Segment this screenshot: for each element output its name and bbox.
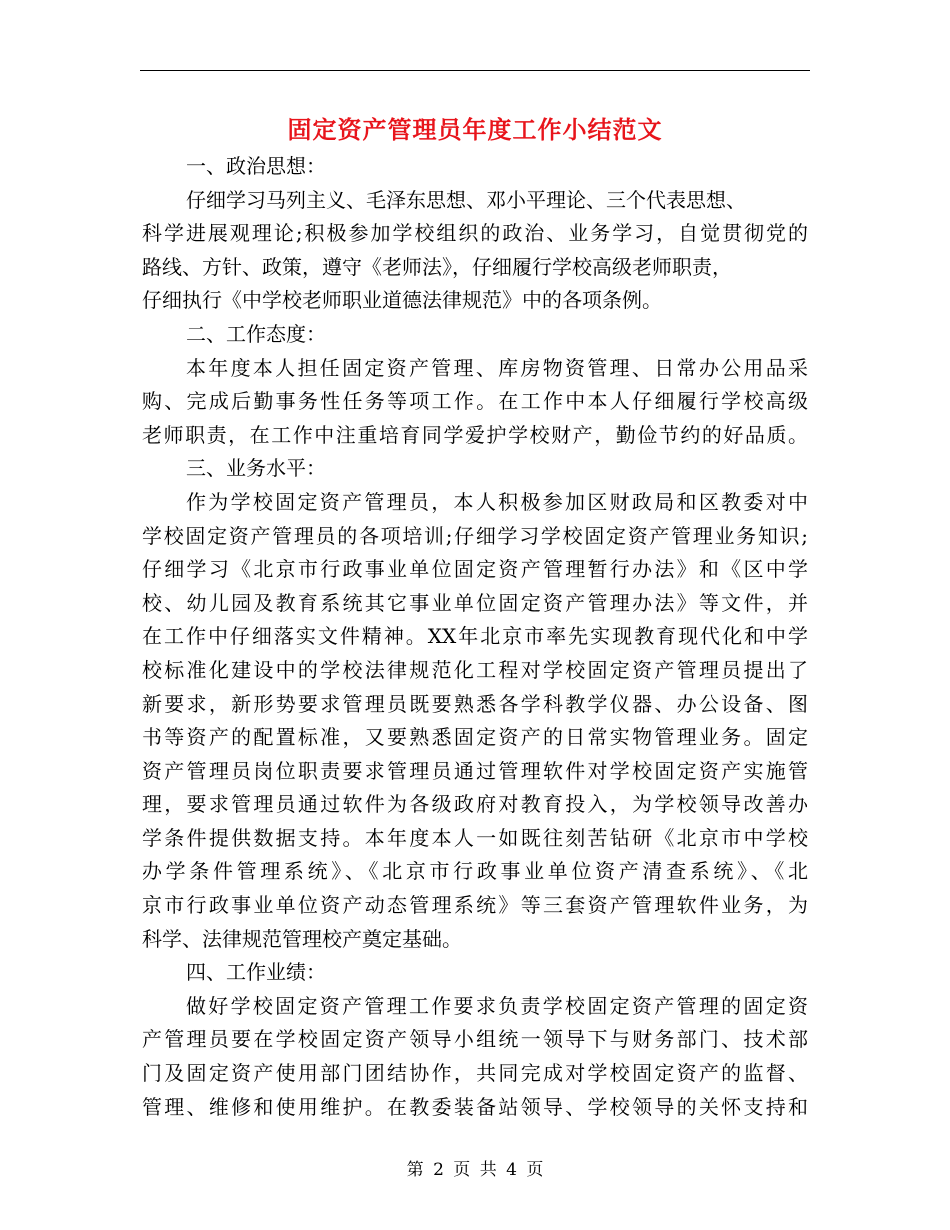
document-body — [142, 150, 808, 1124]
body-line: 资产管理员岗位职责要求管理员通过管理软件对学校固定资产实施管 — [142, 758, 808, 783]
body-line: 购、完成后勤事务性任务等项工作。在工作中本人仔细履行学校高级 — [142, 389, 808, 414]
body-line: 在工作中仔细落实文件精神。XX年北京市率先实现教育现代化和中学 — [142, 624, 808, 649]
body-line: 四、工作业绩： — [186, 960, 326, 985]
body-line: 科学进展观理论;积极参加学校组织的政治、业务学习，自觉贯彻党的 — [142, 221, 808, 246]
body-line: 仔细学习马列主义、毛泽东思想、邓小平理论、三个代表思想、 — [186, 187, 746, 212]
body-line: 校、幼儿园及教育系统其它事业单位固定资产管理办法》等文件，并 — [142, 590, 808, 615]
body-line: 京市行政事业单位资产动态管理系统》等三套资产管理软件业务，为 — [142, 893, 808, 918]
body-line: 学条件提供数据支持。本年度本人一如既往刻苦钻研《北京市中学校 — [142, 825, 808, 850]
body-line: 仔细学习《北京市行政事业单位固定资产管理暂行办法》和《区中学 — [142, 557, 808, 582]
body-line: 产管理员要在学校固定资产领导小组统一领导下与财务部门、技术部 — [142, 1027, 808, 1052]
body-line: 校标准化建设中的学校法律规范化工程对学校固定资产管理员提出了 — [142, 657, 808, 682]
body-line: 作为学校固定资产管理员，本人积极参加区财政局和区教委对中 — [186, 489, 808, 514]
body-line: 科学、法律规范管理校产奠定基础。 — [142, 926, 462, 951]
body-line: 管理、维修和使用维护。在教委装备站领导、学校领导的关怀支持和 — [142, 1094, 808, 1119]
body-line: 二、工作态度： — [186, 321, 326, 346]
body-line: 三、业务水平： — [186, 456, 326, 481]
body-line: 新要求，新形势要求管理员既要熟悉各学科教学仪器、办公设备、图 — [142, 691, 808, 716]
body-line: 办学条件管理系统》、《北京市行政事业单位资产清查系统》、《北 — [142, 859, 808, 884]
body-line: 门及固定资产使用部门团结协作，共同完成对学校固定资产的监督、 — [142, 1061, 808, 1086]
body-line: 书等资产的配置标准，又要熟悉固定资产的日常实物管理业务。固定 — [142, 725, 808, 750]
body-line: 学校固定资产管理员的各项培训;仔细学习学校固定资产管理业务知识; — [142, 523, 808, 548]
document-title: 固定资产管理员年度工作小结范文 — [287, 116, 663, 144]
body-line: 本年度本人担任固定资产管理、库房物资管理、日常办公用品采 — [186, 355, 808, 380]
body-line: 一、政治思想： — [186, 154, 326, 178]
body-line: 理，要求管理员通过软件为各级政府对教育投入，为学校领导改善办 — [142, 792, 808, 817]
page-footer: 第 2 页 共 4 页 — [406, 1160, 544, 1180]
header-rule — [140, 70, 810, 71]
body-line: 老师职责，在工作中注重培育同学爱护学校财产，勤俭节约的好品质。 — [142, 422, 808, 447]
body-line: 路线、方针、政策，遵守《老师法》，仔细履行学校高级老师职责， — [142, 254, 732, 279]
body-line: 仔细执行《中学校老师职业道德法律规范》中的各项条例。 — [142, 288, 662, 313]
body-line: 做好学校固定资产管理工作要求负责学校固定资产管理的固定资 — [186, 993, 808, 1018]
